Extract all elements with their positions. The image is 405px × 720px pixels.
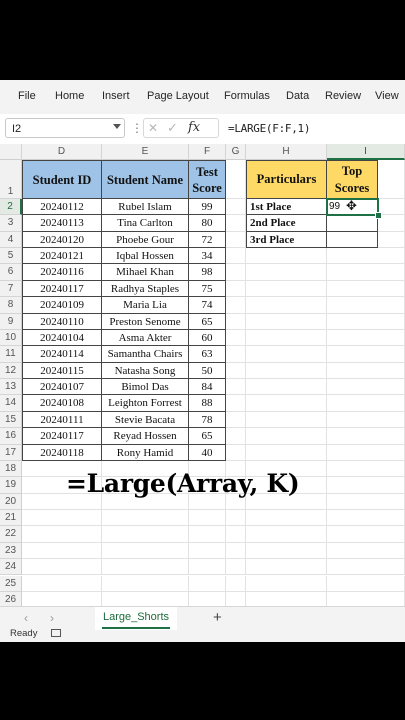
grid-cell[interactable] (226, 543, 246, 559)
column-header-g[interactable]: G (226, 144, 246, 160)
row-header-5[interactable]: 5 (0, 248, 22, 264)
grid-cell[interactable] (226, 264, 246, 280)
grid-cell[interactable] (327, 330, 405, 346)
status-text: Ready (10, 628, 38, 639)
row-header-13[interactable]: 13 (0, 379, 22, 395)
table-cell[interactable]: Preston Senome (102, 314, 189, 330)
grid-cell[interactable] (246, 559, 327, 575)
table-cell[interactable]: Natasha Song (102, 363, 189, 379)
table-header-student-id: Student ID (22, 160, 102, 199)
header-line: Scores (334, 180, 370, 195)
grid-cell[interactable] (327, 428, 405, 444)
grid-cell[interactable] (226, 363, 246, 379)
row-header-10[interactable]: 10 (0, 330, 22, 346)
grid-cell[interactable] (226, 428, 246, 444)
table-cell[interactable]: 63 (189, 346, 226, 362)
table-cell[interactable]: 20240115 (22, 363, 102, 379)
row-header-8[interactable]: 8 (0, 297, 22, 313)
row-header-24[interactable]: 24 (0, 559, 22, 575)
grid-cell[interactable] (246, 445, 327, 461)
grid-cell[interactable] (246, 395, 327, 411)
menu-view[interactable]: View (375, 90, 399, 102)
grid-cell[interactable] (226, 559, 246, 575)
cursor-icon: ✥ (346, 198, 357, 213)
column-header-d[interactable]: D (22, 144, 102, 160)
grid-cell[interactable] (246, 363, 327, 379)
row-header-21[interactable]: 21 (0, 510, 22, 526)
table-cell[interactable]: 20240121 (22, 248, 102, 264)
worksheet-grid[interactable] (0, 144, 405, 606)
table-cell[interactable]: Rubel Islam (102, 199, 189, 215)
grid-cell[interactable] (246, 379, 327, 395)
row-header-3[interactable]: 3 (0, 215, 22, 231)
grid-cell[interactable] (226, 232, 246, 248)
grid-cell[interactable] (226, 281, 246, 297)
table-cell[interactable]: 40 (189, 445, 226, 461)
cancel-icon[interactable]: ✕ (148, 121, 159, 135)
table-cell[interactable]: 98 (189, 264, 226, 280)
column-header-h[interactable]: H (246, 144, 327, 160)
table-cell[interactable]: 50 (189, 363, 226, 379)
table-cell[interactable]: 65 (189, 428, 226, 444)
table-cell[interactable]: Rony Hamid (102, 445, 189, 461)
grid-cell[interactable] (226, 248, 246, 264)
row-header-14[interactable]: 14 (0, 395, 22, 411)
grid-cell[interactable] (22, 559, 102, 575)
grid-cell[interactable] (327, 445, 405, 461)
table-cell[interactable]: 84 (189, 379, 226, 395)
grid-cell[interactable] (327, 494, 405, 510)
grid-cell[interactable] (327, 559, 405, 575)
top-scores-header-label (335, 163, 370, 197)
table-cell[interactable]: 20240114 (22, 346, 102, 362)
row-header-22[interactable]: 22 (0, 526, 22, 542)
header-line: Test (196, 164, 218, 179)
ribbon-menu (0, 80, 405, 115)
header-line: Top (341, 163, 363, 178)
table-cell[interactable]: Bimol Das (102, 379, 189, 395)
column-header-f[interactable]: F (189, 144, 226, 160)
menu-home[interactable]: Home (55, 90, 85, 102)
column-header-e[interactable]: E (102, 144, 189, 160)
table-cell[interactable]: Leighton Forrest (102, 395, 189, 411)
grid-cell[interactable] (327, 395, 405, 411)
row-header-6[interactable]: 6 (0, 264, 22, 280)
table-cell[interactable]: 74 (189, 297, 226, 313)
grid-cell[interactable] (22, 510, 102, 526)
table-cell[interactable]: 20240109 (22, 297, 102, 313)
table-cell[interactable]: 99 (189, 199, 226, 215)
row-header-11[interactable]: 11 (0, 346, 22, 362)
table-cell[interactable]: Asma Akter (102, 330, 189, 346)
enter-icon[interactable]: ✓ (167, 120, 178, 135)
select-all-corner[interactable] (0, 144, 22, 160)
row-header-1[interactable]: 1 (0, 160, 22, 199)
table-cell[interactable]: 20240117 (22, 281, 102, 297)
table-cell[interactable]: 20240108 (22, 395, 102, 411)
accessibility-icon[interactable] (51, 629, 61, 637)
menu-data[interactable]: Data (286, 90, 310, 102)
table-cell[interactable]: 20240112 (22, 199, 102, 215)
header-line: Score (192, 180, 222, 195)
grid-cell[interactable] (327, 297, 405, 313)
row-header-26[interactable]: 26 (0, 592, 22, 608)
table-cell[interactable]: Mihael Khan (102, 264, 189, 280)
grid-cell[interactable] (246, 412, 327, 428)
top-score-value[interactable] (327, 215, 378, 231)
grid-cell[interactable] (246, 281, 327, 297)
menu-page-layout[interactable]: Page Layout (147, 90, 209, 102)
overlay-formula-text: =Large(Array, K) (66, 469, 300, 498)
status-bar (0, 630, 405, 642)
grid-cell[interactable] (327, 379, 405, 395)
grid-cell[interactable] (226, 510, 246, 526)
column-header-i[interactable]: I (327, 144, 405, 160)
table-cell[interactable]: 20240107 (22, 379, 102, 395)
top-score-value[interactable] (327, 232, 378, 248)
table-cell[interactable]: 20240104 (22, 330, 102, 346)
table-cell[interactable]: Tina Carlton (102, 215, 189, 231)
table-cell[interactable]: 20240116 (22, 264, 102, 280)
grid-cell[interactable] (226, 330, 246, 346)
grid-cell[interactable] (189, 510, 226, 526)
table-cell[interactable]: Stevie Bacata (102, 412, 189, 428)
grid-cell[interactable] (327, 363, 405, 379)
table-cell[interactable]: 75 (189, 281, 226, 297)
grid-cell[interactable] (226, 412, 246, 428)
grid-cell[interactable] (246, 510, 327, 526)
table-cell[interactable]: Radhya Staples (102, 281, 189, 297)
grid-cell[interactable] (327, 281, 405, 297)
grid-cell[interactable] (246, 576, 327, 592)
row-header-23[interactable]: 23 (0, 543, 22, 559)
table-cell[interactable]: 20240110 (22, 314, 102, 330)
table-cell[interactable]: 20240117 (22, 428, 102, 444)
grid-cell[interactable] (246, 526, 327, 542)
insert-function-icon[interactable]: fx (188, 120, 201, 135)
formula-input[interactable]: =LARGE(F:F,1) (228, 122, 311, 135)
grid-cell[interactable] (226, 526, 246, 542)
grid-cell[interactable] (102, 559, 189, 575)
next-sheet-icon[interactable]: › (50, 611, 54, 625)
top-score-value[interactable]: 99 (327, 199, 378, 215)
grid-cell[interactable] (22, 526, 102, 542)
grid-cell[interactable] (246, 543, 327, 559)
row-header-12[interactable]: 12 (0, 363, 22, 379)
grid-cell[interactable] (246, 264, 327, 280)
menu-insert[interactable]: Insert (102, 90, 130, 102)
menu-review[interactable]: Review (325, 90, 362, 102)
grid-cell[interactable] (327, 346, 405, 362)
table-cell[interactable]: 65 (189, 314, 226, 330)
grid-cell[interactable] (22, 576, 102, 592)
table-cell[interactable]: Iqbal Hossen (102, 248, 189, 264)
table-cell[interactable]: 78 (189, 412, 226, 428)
table-cell[interactable]: 20240120 (22, 232, 102, 248)
place-label: 3rd Place (246, 232, 327, 248)
table-cell[interactable]: 34 (189, 248, 226, 264)
grid-cell[interactable] (189, 526, 226, 542)
grid-cell[interactable] (327, 412, 405, 428)
more-options-icon[interactable]: ⋮ (131, 121, 143, 135)
row-header-4[interactable]: 4 (0, 232, 22, 248)
formula-bar (0, 114, 405, 145)
grid-cell[interactable] (102, 526, 189, 542)
row-header-20[interactable]: 20 (0, 494, 22, 510)
prev-sheet-icon[interactable]: ‹ (24, 611, 28, 625)
grid-cell[interactable] (327, 576, 405, 592)
table-cell[interactable]: 20240111 (22, 412, 102, 428)
row-header-2[interactable]: 2 (0, 199, 22, 215)
grid-cell[interactable] (226, 314, 246, 330)
row-header-19[interactable]: 19 (0, 477, 22, 493)
grid-cell[interactable] (327, 264, 405, 280)
grid-cell[interactable] (246, 248, 327, 264)
grid-cell[interactable] (102, 543, 189, 559)
grid-cell[interactable] (189, 543, 226, 559)
table-cell[interactable]: Phoebe Gour (102, 232, 189, 248)
grid-cell[interactable] (226, 199, 246, 215)
row-header-25[interactable]: 25 (0, 576, 22, 592)
table-cell[interactable]: 20240118 (22, 445, 102, 461)
place-label: 1st Place (246, 199, 327, 215)
fill-handle[interactable] (375, 212, 382, 219)
grid-cell[interactable] (226, 576, 246, 592)
sheet-tab-large-shorts[interactable]: Large_Shorts (95, 607, 177, 631)
add-sheet-button[interactable]: + (213, 609, 222, 626)
menu-file[interactable]: File (18, 90, 36, 102)
grid-cell[interactable] (226, 379, 246, 395)
table-cell[interactable]: 20240113 (22, 215, 102, 231)
active-tab-indicator (102, 627, 170, 629)
grid-cell[interactable] (327, 510, 405, 526)
name-box[interactable]: I2 (5, 118, 125, 138)
grid-cell[interactable] (246, 314, 327, 330)
grid-cell[interactable] (189, 576, 226, 592)
test-score-header-label (192, 164, 222, 196)
particulars-header: Particulars (246, 160, 327, 199)
top-scores-header (327, 160, 378, 199)
grid-cell[interactable] (226, 346, 246, 362)
table-cell[interactable]: Samantha Chairs (102, 346, 189, 362)
row-header-7[interactable]: 7 (0, 281, 22, 297)
table-cell[interactable]: Maria Lia (102, 297, 189, 313)
grid-cell[interactable] (246, 330, 327, 346)
excel-window (0, 80, 405, 642)
grid-cell[interactable] (102, 576, 189, 592)
grid-cell[interactable] (226, 395, 246, 411)
row-header-17[interactable]: 17 (0, 445, 22, 461)
grid-cell[interactable] (102, 510, 189, 526)
table-cell[interactable]: 60 (189, 330, 226, 346)
table-header-student-name: Student Name (102, 160, 189, 199)
row-header-16[interactable]: 16 (0, 428, 22, 444)
grid-cell[interactable] (22, 543, 102, 559)
grid-cell[interactable] (226, 297, 246, 313)
table-cell[interactable]: Reyad Hossen (102, 428, 189, 444)
place-label: 2nd Place (246, 215, 327, 231)
row-header-15[interactable]: 15 (0, 412, 22, 428)
table-cell[interactable]: 80 (189, 215, 226, 231)
grid-cell[interactable] (226, 445, 246, 461)
grid-cell[interactable] (327, 477, 405, 493)
grid-cell[interactable] (246, 428, 327, 444)
table-cell[interactable]: 72 (189, 232, 226, 248)
grid-cell[interactable] (327, 543, 405, 559)
grid-cell[interactable] (246, 297, 327, 313)
chevron-down-icon[interactable] (113, 124, 121, 129)
grid-cell[interactable] (327, 526, 405, 542)
sheet-tabs-bar (0, 606, 405, 631)
row-header-9[interactable]: 9 (0, 314, 22, 330)
grid-cell[interactable] (327, 248, 405, 264)
row-header-18[interactable]: 18 (0, 461, 22, 477)
grid-cell[interactable] (189, 559, 226, 575)
table-header-test-score (189, 160, 226, 199)
grid-cell[interactable] (327, 461, 405, 477)
menu-formulas[interactable]: Formulas (224, 90, 270, 102)
table-cell[interactable]: 88 (189, 395, 226, 411)
grid-cell[interactable] (226, 215, 246, 231)
grid-cell[interactable] (246, 346, 327, 362)
grid-cell[interactable] (226, 160, 246, 199)
grid-cell[interactable] (327, 314, 405, 330)
